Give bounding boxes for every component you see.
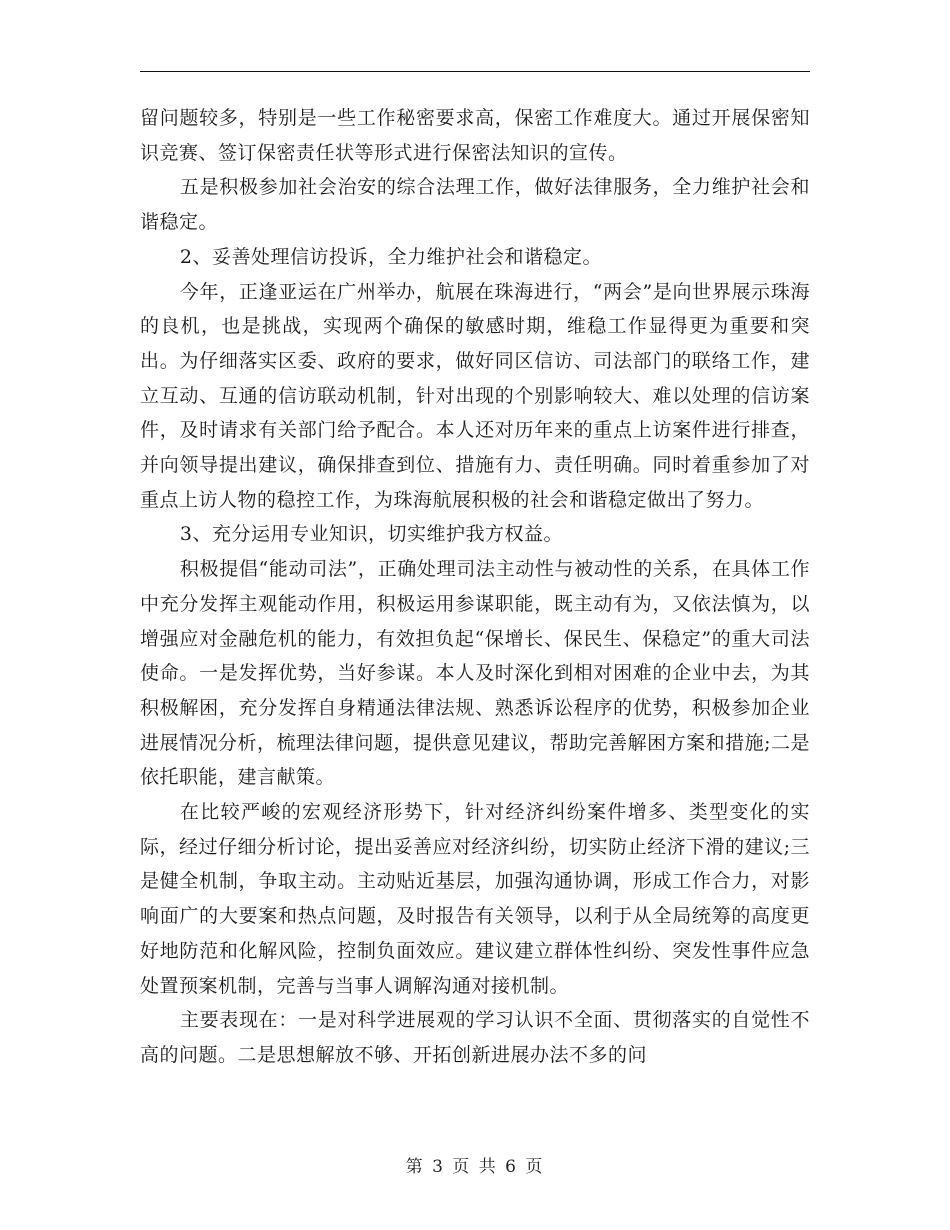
paragraph-active-justice: 积极提倡“能动司法”，正确处理司法主动性与被动性的关系，在具体工作中充分发挥主观能动作用，积极运用参谋职能，既主动有为，又依法慎为，以增强应对金融危机的能力，有效担负起“保增长、保民生、保稳定”的重大司法使命。一是发挥优势，当好参谋。本人及时深化到相对困难的企业中去，为其积极解困，充分发挥自身精通法律法规、熟悉诉讼程序的优势，积极参加企业进展情况分析，梳理法律问题，提供意见建议，帮助完善解困方案和措施;二是依托职能，建言献策。 — [140, 558, 810, 789]
section-heading-3: 3、充分运用专业知识，切实维护我方权益。 — [179, 523, 563, 546]
section-heading-2: 2、妥善处理信访投诉，全力维护社会和谐稳定。 — [179, 245, 602, 268]
paragraph-economic-situation: 在比较严峻的宏观经济形势下，针对经济纠纷案件增多、类型变化的实际，经过仔细分析讨论，提出妥善应对经济纠纷，切实防止经济下滑的建议;三是健全机制，争取主动。主动贴近基层，加强沟通协调，形成工作合力，对影响面广的大要案和热点问题，及时报告有关领导，以利于从全局统筹的高度更好地防范和化解风险，控制负面效应。建议建立群体性纠纷、突发性事件应急处置预案机制，完善与当事人调解沟通对接机制。 — [140, 801, 810, 997]
paragraph-continuation: 留问题较多，特别是一些工作秘密要求高，保密工作难度大。通过开展保密知识竞赛、签订保密责任状等形式进行保密法知识的宣传。 — [140, 107, 810, 164]
paragraph-petition-work: 今年，正逢亚运在广州举办，航展在珠海进行，“两会”是向世界展示珠海的良机，也是挑战，实现两个确保的敏感时期，维稳工作显得更为重要和突出。为仔细落实区委、政府的要求，做好同区信访、司法部门的联络工作，建立互动、互通的信访联动机制，针对出现的个别影响较大、难以处理的信访案件，及时请求有关部门给予配合。本人还对历年来的重点上访案件进行排查，并向领导提出建议，确保排查到位、措施有力、责任明确。同时着重参加了对重点上访人物的稳控工作，为珠海航展积极的社会和谐稳定做出了努力。 — [140, 280, 810, 511]
page-number: 第 3 页 共 6 页 — [405, 1157, 545, 1177]
header-rule — [140, 71, 810, 72]
paragraph-main-problems: 主要表现在：一是对科学进展观的学习认识不全面、贯彻落实的自觉性不高的问题。二是思想解放不够、开拓创新进展办法不多的问 — [140, 1009, 810, 1066]
paragraph-item-five: 五是积极参加社会治安的综合法理工作，做好法律服务，全力维护社会和谐稳定。 — [140, 176, 810, 234]
body-text — [140, 101, 810, 1073]
